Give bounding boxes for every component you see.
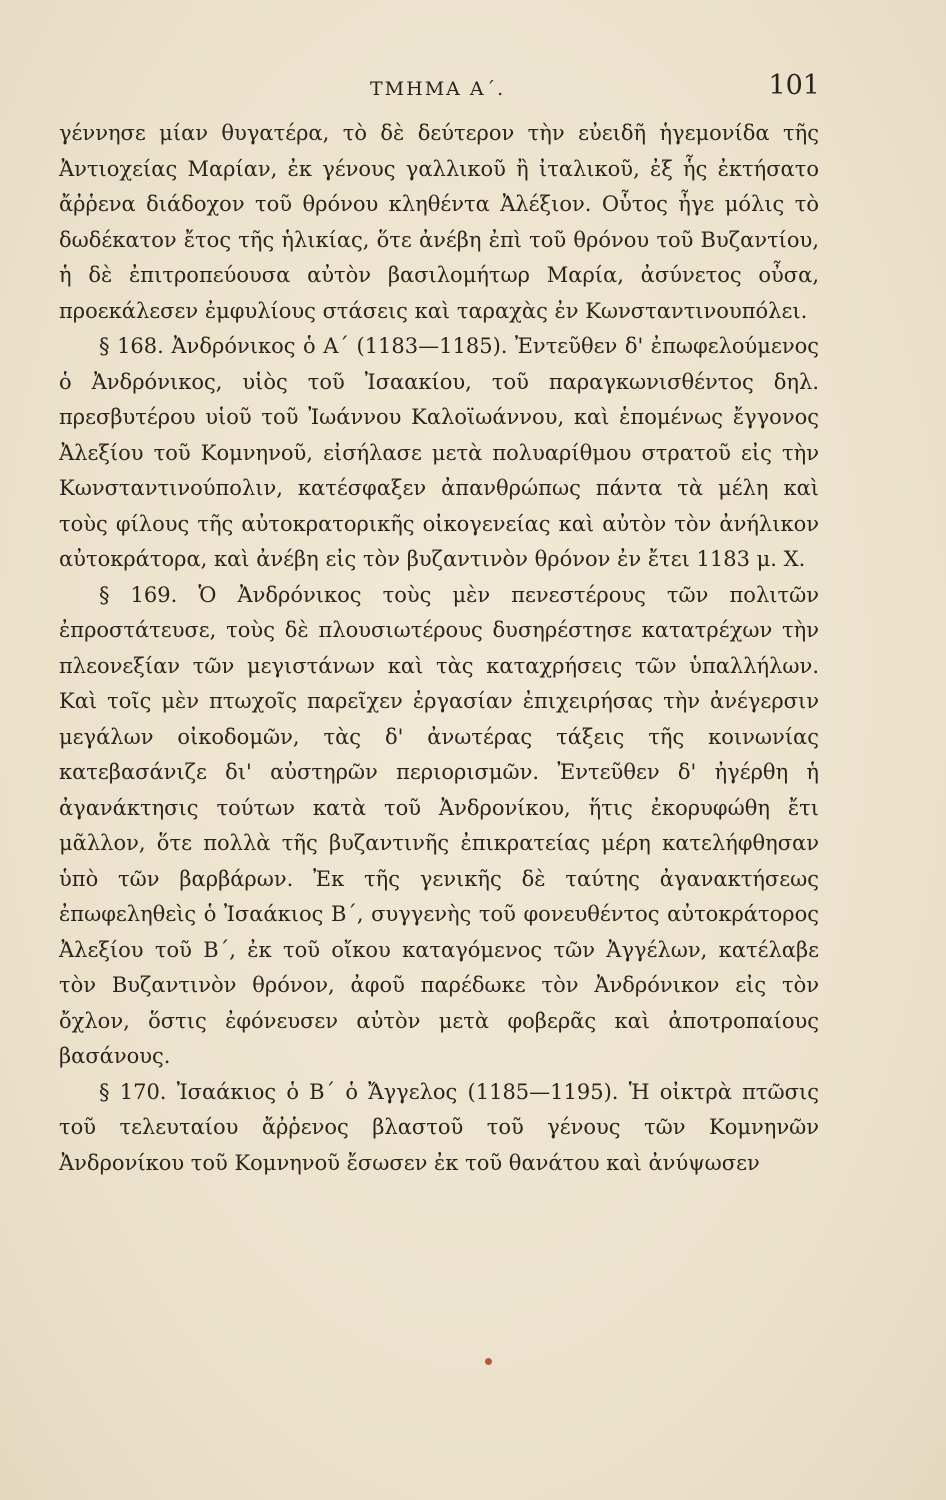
paragraph-section-170: § 170. Ἰσαάκιος ὁ Β΄ ὁ Ἄγγελος (1185—1195). Ἡ οἰκτρὰ πτῶσις τοῦ τελευταίου ἄῤῥενος βλαστοῦ τοῦ γένους τῶν Κομνηνῶν Ἀνδρονίκου τοῦ Κομνηνοῦ ἔσωσεν ἐκ τοῦ θανάτου καὶ ἀνύψωσεν xyxy=(59,1079,819,1175)
page-header xyxy=(60,70,820,104)
paragraph-continuation: γέννησε μίαν θυγατέρα, τὸ δὲ δεύτερον τὴν εὐειδῆ ἡγεμονίδα τῆς Ἀντιοχείας Μαρίαν, ἐκ γένους γαλλικοῦ ἢ ἰταλικοῦ, ἐξ ἧς ἐκτήσατο ἄῤῥενα διάδοχον τοῦ θρόνου κληθέντα Ἀλέξιον. Οὗτος ἦγε μόλις τὸ δωδέκατον ἔτος τῆς ἡλικίας, ὅτε ἀνέβη ἐπὶ τοῦ θρόνου τοῦ Βυζαντίου, ἡ δὲ ἐπιτροπεύουσα αὐτὸν βασιλομήτωρ Μαρία, ἀσύνετος οὖσα, προεκάλεσεν ἐμφυλίους στάσεις καὶ ταραχὰς ἐν Κωνσταντινουπόλει. xyxy=(59,121,819,323)
body-text xyxy=(59,116,819,1181)
paragraph-section-169: § 169. Ὁ Ἀνδρόνικος τοὺς μὲν πενεστέρους τῶν πολιτῶν ἐπροστάτευσε, τοὺς δὲ πλουσιωτέρους δυσηρέστησε κατατρέχων τὴν πλεονεξίαν τῶν μεγιστάνων καὶ τὰς καταχρήσεις τῶν ὑπαλλήλων. Καὶ τοῖς μὲν πτωχοῖς παρεῖχεν ἐργασίαν ἐπιχειρήσας τὴν ἀνέγερσιν μεγάλων οἰκοδομῶν, τὰς δ' ἀνωτέρας τάξεις τῆς κοινωνίας κατεβασάνιζε δι' αὐστηρῶν περιορισμῶν. Ἐντεῦθεν δ' ἠγέρθη ἡ ἀγανάκτησις τούτων κατὰ τοῦ Ἀνδρονίκου, ἥτις ἐκορυφώθη ἔτι μᾶλλον, ὅτε πολλὰ τῆς βυζαντινῆς ἐπικρατείας μέρη κατελήφθησαν ὑπὸ τῶν βαρβάρων. Ἐκ τῆς γενικῆς δὲ ταύτης ἀγανακτήσεως ἐπωφεληθεὶς ὁ Ἰσαάκιος Β΄, συγγενὴς τοῦ φονευθέντος αὐτοκράτορος Ἀλεξίου τοῦ Β΄, ἐκ τοῦ οἴκου καταγόμενος τῶν Ἀγγέλων, κατέλαβε τὸν Βυζαντινὸν θρόνον, ἀφοῦ παρέδωκε τὸν Ἀνδρόνικον εἰς τὸν ὄχλον, ὅστις ἐφόνευσεν αὐτὸν μετὰ φοβερᾶς καὶ ἀποτροπαίους βασάνους. xyxy=(59,582,819,1068)
ink-dot-mark xyxy=(485,1358,492,1365)
page-number: 101 xyxy=(768,70,820,101)
paragraph-section-168: § 168. Ἀνδρόνικος ὁ Α΄ (1183—1185). Ἐντεῦθεν δ' ἐπωφελούμενος ὁ Ἀνδρόνικος, υἱὸς τοῦ Ἰσαακίου, τοῦ παραγκωνισθέντος δηλ. πρεσβυτέρου υἱοῦ τοῦ Ἰωάννου Καλοϊωάννου, καὶ ἑπομένως ἔγγονος Ἀλεξίου τοῦ Κομνηνοῦ, εἰσήλασε μετὰ πολυαρίθμου στρατοῦ εἰς τὴν Κωνσταντινούπολιν, κατέσφαξεν ἀπανθρώπως πάντα τὰ μέλη καὶ τοὺς φίλους τῆς αὐτοκρατορικῆς οἰκογενείας καὶ αὐτὸν τὸν ἀνήλικον αὐτοκράτορα, καὶ ἀνέβη εἰς τὸν βυζαντινὸν θρόνον ἐν ἔτει 1183 μ. Χ. xyxy=(59,334,819,571)
running-title: ΤΜΗΜΑ Α΄. xyxy=(370,78,506,100)
